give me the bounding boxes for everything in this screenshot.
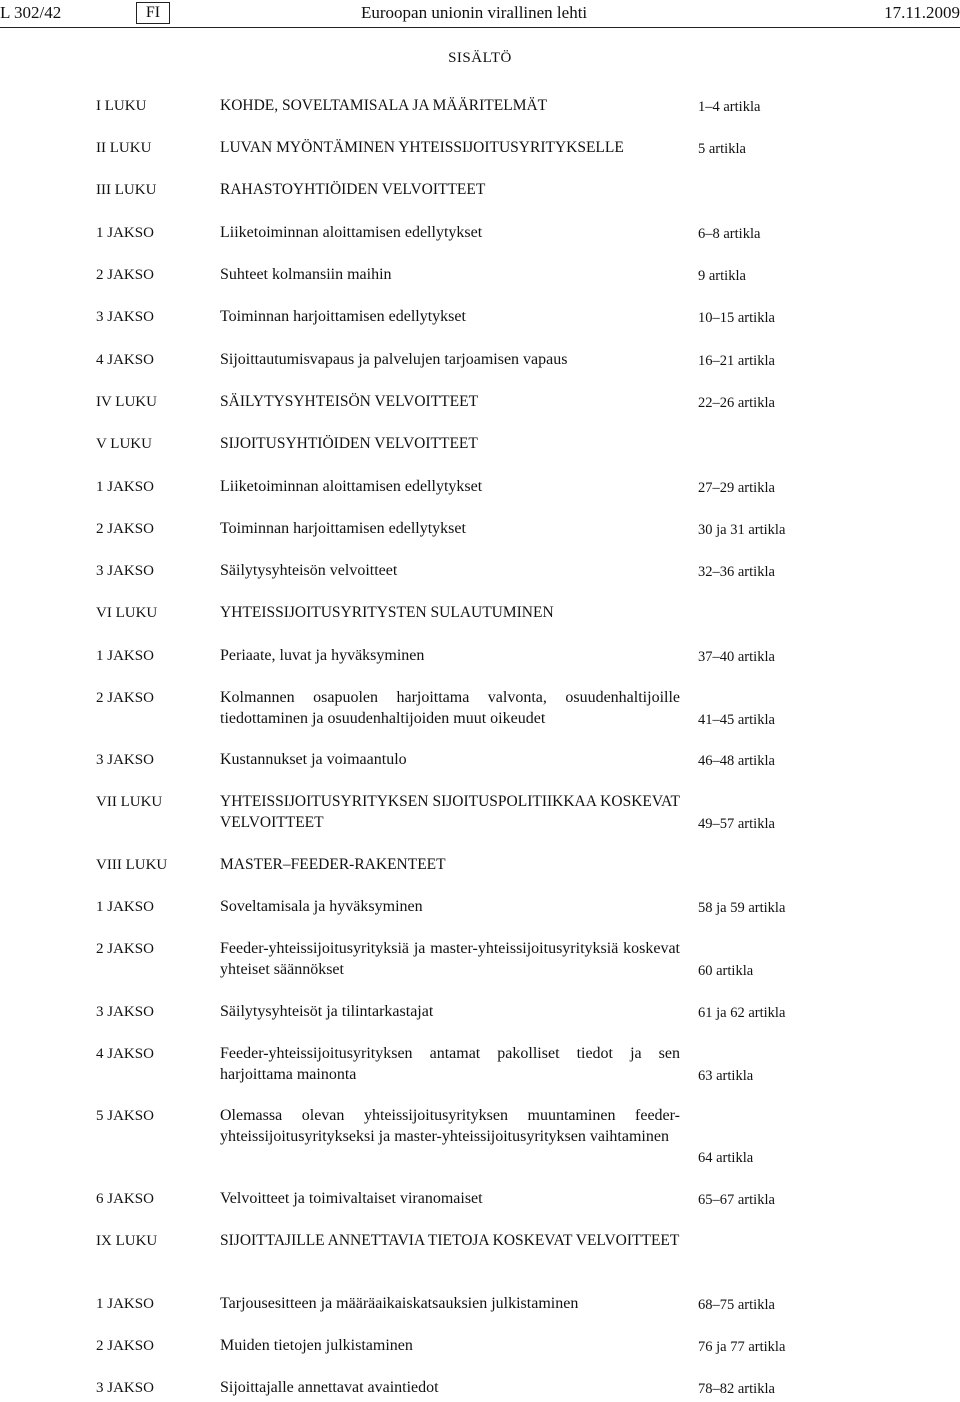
toc-entry-label: 1 JAKSO: [96, 225, 154, 241]
toc-entry-label: VI LUKU: [96, 605, 158, 621]
toc-entry: [0, 350, 960, 371]
toc-entry: [0, 1106, 960, 1168]
toc-entry-title: Liiketoiminnan aloittamisen edellytykset: [220, 224, 483, 241]
toc-entry-articles: 10–15 artikla: [698, 309, 775, 326]
toc-entry-title: SIJOITTAJILLE ANNETTAVIA TIETOJA KOSKEVAT VELVOITTEET: [220, 1232, 680, 1249]
toc-heading: SISÄLTÖ: [448, 50, 512, 66]
toc-entry-label: 1 JAKSO: [96, 899, 154, 915]
toc-entry-label: 3 JAKSO: [96, 309, 154, 325]
toc-entry-title: Muiden tietojen julkistaminen: [220, 1337, 413, 1354]
toc-entry-title: MASTER–FEEDER-RAKENTEET: [220, 856, 446, 873]
toc-entry-label: 3 JAKSO: [96, 1004, 154, 1020]
toc-entry-label: 1 JAKSO: [96, 479, 154, 495]
toc-entry-label: IV LUKU: [96, 394, 157, 410]
toc-entry-articles: 6–8 artikla: [698, 225, 761, 242]
toc-entry: [0, 688, 960, 730]
toc-entry: [0, 855, 960, 876]
toc-entry-title: Olemassa olevan yhteissijoitusyrityksen muuntaminen feeder-yhteissijoitusyritykseksi ja master-yhteissijoitusyrityksen vaihtaminen: [220, 1107, 680, 1145]
toc-entry-articles: 49–57 artikla: [698, 815, 775, 832]
toc-entry-label: VII LUKU: [96, 794, 163, 810]
toc-entry-label: I LUKU: [96, 98, 147, 114]
toc-entry-articles: 1–4 artikla: [698, 98, 761, 115]
toc-entry: [0, 265, 960, 286]
toc-entry: [0, 1189, 960, 1210]
toc-entry-title: Säilytysyhteisöt ja tilintarkastajat: [220, 1003, 434, 1020]
toc-entry-articles: 63 artikla: [698, 1067, 754, 1084]
toc-entry: [0, 96, 960, 117]
toc-entry: [0, 792, 960, 834]
journal-title: Euroopan unionin virallinen lehti: [361, 3, 588, 22]
toc-entry-title: Kolmannen osapuolen harjoittama valvonta, osuudenhaltijoille tiedottaminen ja osuudenhaltijoiden muut oikeudet: [220, 689, 680, 727]
toc-entry-articles: 46–48 artikla: [698, 752, 775, 769]
toc-entry: [0, 897, 960, 918]
toc-entry-articles: 27–29 artikla: [698, 479, 775, 496]
toc-entry: [0, 1002, 960, 1023]
publication-date: 17.11.2009: [884, 3, 960, 22]
toc-entry-articles: 68–75 artikla: [698, 1296, 775, 1313]
language-code-box: FI: [136, 2, 170, 24]
toc-entry: [0, 519, 960, 540]
toc-entry-label: II LUKU: [96, 140, 152, 156]
toc-entry: [0, 1336, 960, 1357]
toc-entry: [0, 180, 960, 201]
toc-entry-label: 3 JAKSO: [96, 752, 154, 768]
toc-entry-articles: 65–67 artikla: [698, 1191, 775, 1208]
toc-entry: [0, 434, 960, 455]
toc-entry: [0, 1044, 960, 1086]
toc-entry-articles: 76 ja 77 artikla: [698, 1338, 786, 1355]
toc-entry-title: Kustannukset ja voimaantulo: [220, 751, 407, 768]
toc-entry: [0, 646, 960, 667]
toc-entry-articles: 9 artikla: [698, 267, 746, 284]
toc-entry: [0, 750, 960, 771]
toc-entry-label: 2 JAKSO: [96, 267, 154, 283]
toc-entry-label: 2 JAKSO: [96, 1338, 154, 1354]
toc-entry: [0, 603, 960, 624]
toc-entry-title: KOHDE, SOVELTAMISALA JA MÄÄRITELMÄT: [220, 97, 548, 114]
toc-entry: [0, 561, 960, 582]
toc-entry-label: 4 JAKSO: [96, 352, 154, 368]
toc-entry: [0, 223, 960, 244]
toc-entry-title: Sijoittautumisvapaus ja palvelujen tarjoamisen vapaus: [220, 351, 568, 368]
toc-entry-articles: 16–21 artikla: [698, 352, 775, 369]
toc-entry-title: Soveltamisala ja hyväksyminen: [220, 898, 423, 915]
toc-entry-title: SÄILYTYSYHTEISÖN VELVOITTEET: [220, 393, 479, 410]
toc-entry-label: 2 JAKSO: [96, 521, 154, 537]
toc-entry-title: Liiketoiminnan aloittamisen edellytykset: [220, 478, 483, 495]
toc-entry: [0, 307, 960, 328]
toc-entry-label: 2 JAKSO: [96, 690, 154, 706]
toc-entry-title: Toiminnan harjoittamisen edellytykset: [220, 308, 466, 325]
toc-entry-title: Velvoitteet ja toimivaltaiset viranomaiset: [220, 1190, 483, 1207]
toc-entry-title: Feeder-yhteissijoitusyrityksen antamat pakolliset tiedot ja sen harjoittama mainonta: [220, 1045, 680, 1083]
toc-entry-title: Feeder-yhteissijoitusyrityksiä ja master-yhteissijoitusyrityksiä koskevat yhteiset säännökset: [220, 940, 680, 978]
toc-entry: [0, 939, 960, 981]
toc-entry-title: Säilytysyhteisön velvoitteet: [220, 562, 398, 579]
toc-entry-articles: 5 artikla: [698, 140, 746, 157]
toc-entry: [0, 1294, 960, 1315]
toc-entry-label: 5 JAKSO: [96, 1108, 154, 1124]
toc-entry-articles: 64 artikla: [698, 1149, 754, 1166]
toc-entry-title: Periaate, luvat ja hyväksyminen: [220, 647, 425, 664]
toc-entry-title: Sijoittajalle annettavat avaintiedot: [220, 1379, 439, 1396]
toc-entry: [0, 1231, 960, 1273]
toc-entry-articles: 78–82 artikla: [698, 1380, 775, 1397]
toc-entry-label: IX LUKU: [96, 1233, 158, 1249]
toc-entry: [0, 138, 960, 159]
toc-entry-title: Tarjousesitteen ja määräaikaiskatsauksien julkistaminen: [220, 1295, 579, 1312]
toc-entry-articles: 61 ja 62 artikla: [698, 1004, 786, 1021]
toc-entry-articles: 30 ja 31 artikla: [698, 521, 786, 538]
toc-entry-title: RAHASTOYHTIÖIDEN VELVOITTEET: [220, 181, 486, 198]
toc-entry-label: 3 JAKSO: [96, 1380, 154, 1396]
toc-entry-articles: 58 ja 59 artikla: [698, 899, 786, 916]
toc-entry-title: Toiminnan harjoittamisen edellytykset: [220, 520, 466, 537]
toc-entry-title: YHTEISSIJOITUSYRITYSTEN SULAUTUMINEN: [220, 604, 554, 621]
toc-entry-label: VIII LUKU: [96, 857, 168, 873]
toc-entry-label: III LUKU: [96, 182, 157, 198]
toc-entry: [0, 1378, 960, 1399]
toc-entry-title: SIJOITUSYHTIÖIDEN VELVOITTEET: [220, 435, 478, 452]
toc-entry-articles: 60 artikla: [698, 962, 754, 979]
toc-entry: [0, 477, 960, 498]
toc-entry-label: 4 JAKSO: [96, 1046, 154, 1062]
toc-entry-label: 1 JAKSO: [96, 1296, 154, 1312]
toc-entry-label: 1 JAKSO: [96, 648, 154, 664]
toc-entry-label: 3 JAKSO: [96, 563, 154, 579]
toc-entry-articles: 37–40 artikla: [698, 648, 775, 665]
toc-entry-articles: 41–45 artikla: [698, 711, 775, 728]
toc-entry-title: LUVAN MYÖNTÄMINEN YHTEISSIJOITUSYRITYKSELLE: [220, 139, 624, 156]
toc-entry-articles: 22–26 artikla: [698, 394, 775, 411]
toc-entry-title: Suhteet kolmansiin maihin: [220, 266, 392, 283]
page-number: L 302/42: [0, 3, 62, 22]
toc-entry-label: 6 JAKSO: [96, 1191, 154, 1207]
toc-entry-label: V LUKU: [96, 436, 152, 452]
toc-entry: [0, 392, 960, 413]
toc-entry-articles: 32–36 artikla: [698, 563, 775, 580]
toc-entry-title: YHTEISSIJOITUSYRITYKSEN SIJOITUSPOLITIIKKAA KOSKEVAT VELVOITTEET: [220, 793, 680, 831]
toc-entry-label: 2 JAKSO: [96, 941, 154, 957]
